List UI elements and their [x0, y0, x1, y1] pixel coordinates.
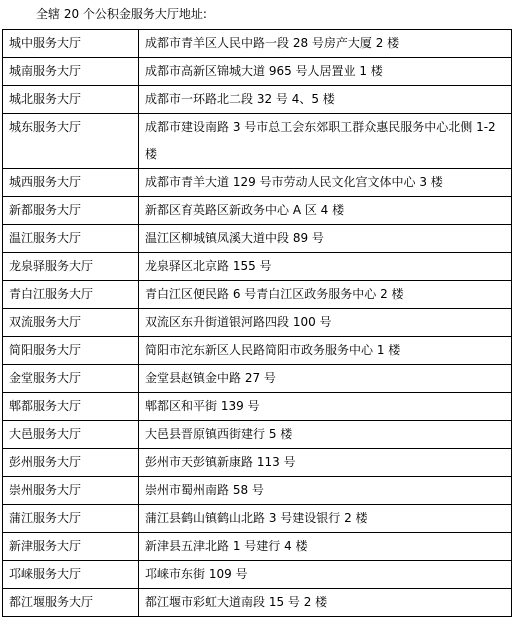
hall-address: 成都市青羊区人民中路一段 28 号房产大厦 2 楼 [139, 30, 512, 58]
table-row [3, 393, 512, 421]
hall-name: 城东服务大厅 [3, 114, 139, 169]
hall-name: 城北服务大厅 [3, 86, 139, 114]
table-row [3, 477, 512, 505]
hall-name: 邛崃服务大厅 [3, 561, 139, 589]
hall-name: 新津服务大厅 [3, 533, 139, 561]
hall-name: 彭州服务大厅 [3, 449, 139, 477]
hall-name: 城南服务大厅 [3, 58, 139, 86]
hall-address: 成都市一环路北二段 32 号 4、5 楼 [139, 86, 512, 114]
hall-address: 新都区育英路区新政务中心 A 区 4 楼 [139, 197, 512, 225]
table-row [3, 114, 512, 169]
table-row [3, 505, 512, 533]
table-row [3, 30, 512, 58]
hall-name: 青白江服务大厅 [3, 281, 139, 309]
hall-name: 双流服务大厅 [3, 309, 139, 337]
hall-address: 金堂县赵镇金中路 27 号 [139, 365, 512, 393]
hall-name: 大邑服务大厅 [3, 421, 139, 449]
hall-address: 青白江区便民路 6 号青白江区政务服务中心 2 楼 [139, 281, 512, 309]
table-row [3, 253, 512, 281]
page-heading: 全辖 20 个公积金服务大厅地址: [36, 7, 207, 21]
table-row [3, 309, 512, 337]
hall-address: 简阳市沱东新区人民路简阳市政务服务中心 1 楼 [139, 337, 512, 365]
table-row [3, 337, 512, 365]
table-row [3, 365, 512, 393]
hall-name: 城中服务大厅 [3, 30, 139, 58]
table-row [3, 561, 512, 589]
hall-name: 城西服务大厅 [3, 169, 139, 197]
hall-address: 邛崃市东街 109 号 [139, 561, 512, 589]
table-row [3, 169, 512, 197]
table-row [3, 86, 512, 114]
hall-address: 温江区柳城镇凤溪大道中段 89 号 [139, 225, 512, 253]
table-row [3, 197, 512, 225]
hall-address: 新津县五津北路 1 号建行 4 楼 [139, 533, 512, 561]
hall-name: 龙泉驿服务大厅 [3, 253, 139, 281]
hall-address: 龙泉驿区北京路 155 号 [139, 253, 512, 281]
table-row [3, 225, 512, 253]
hall-address: 成都市建设南路 3 号市总工会东郊职工群众惠民服务中心北侧 1-2 楼 [139, 114, 512, 169]
hall-name: 金堂服务大厅 [3, 365, 139, 393]
hall-address: 双流区东升街道银河路四段 100 号 [139, 309, 512, 337]
table-row [3, 421, 512, 449]
hall-address: 蒲江县鹤山镇鹤山北路 3 号建设银行 2 楼 [139, 505, 512, 533]
table-row [3, 58, 512, 86]
hall-name: 温江服务大厅 [3, 225, 139, 253]
table-row [3, 533, 512, 561]
table-row [3, 281, 512, 309]
hall-address: 大邑县晋原镇西街建行 5 楼 [139, 421, 512, 449]
table-row [3, 589, 512, 617]
service-hall-table [2, 29, 512, 617]
hall-name: 都江堰服务大厅 [3, 589, 139, 617]
hall-name: 简阳服务大厅 [3, 337, 139, 365]
hall-address: 成都市高新区锦城大道 965 号人居置业 1 楼 [139, 58, 512, 86]
hall-name: 新都服务大厅 [3, 197, 139, 225]
hall-address: 都江堰市彩虹大道南段 15 号 2 楼 [139, 589, 512, 617]
hall-address: 彭州市天彭镇新康路 113 号 [139, 449, 512, 477]
hall-name: 郫都服务大厅 [3, 393, 139, 421]
hall-address: 郫都区和平街 139 号 [139, 393, 512, 421]
hall-name: 崇州服务大厅 [3, 477, 139, 505]
table-row [3, 449, 512, 477]
hall-address: 成都市青羊大道 129 号市劳动人民文化宫文体中心 3 楼 [139, 169, 512, 197]
hall-address: 崇州市蜀州南路 58 号 [139, 477, 512, 505]
hall-name: 蒲江服务大厅 [3, 505, 139, 533]
